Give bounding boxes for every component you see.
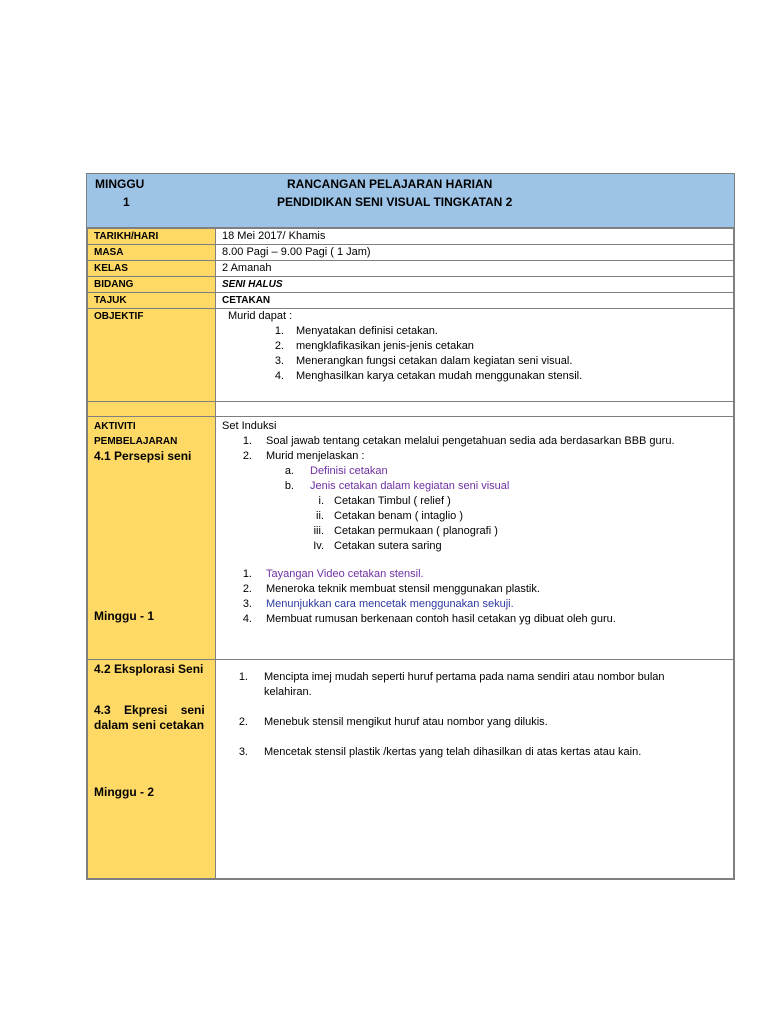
aktiviti-label-cell — [88, 417, 216, 660]
title-line-2: PENDIDIKAN SENI VISUAL TINGKATAN 2 — [277, 195, 513, 209]
step-item-number: 1. — [242, 568, 252, 580]
roman-item-text: Cetakan benam ( intaglio ) — [334, 510, 464, 522]
step-item-number: 2. — [242, 583, 252, 595]
eksplorasi-item-text: Mencetak stensil plastik /kertas yang telah dihasilkan di atas kertas atau kain. — [264, 746, 642, 758]
spacer-label — [88, 402, 216, 417]
step-item — [222, 597, 727, 612]
title-line-1: RANCANGAN PELAJARAN HARIAN — [287, 177, 493, 191]
roman-item-number: ii. — [316, 510, 324, 522]
objektif-item — [222, 369, 727, 384]
objektif-item-number: 3. — [274, 355, 284, 367]
steps-list — [222, 567, 727, 627]
tarikh-value: 18 Mei 2017/ Khamis — [216, 229, 734, 245]
minggu-2-label: Minggu - 2 — [94, 785, 154, 799]
kelas-label: KELAS — [88, 261, 216, 277]
eksplorasi-item-number: 3. — [238, 746, 248, 758]
roman-item-text: Cetakan Timbul ( relief ) — [334, 495, 451, 507]
bidang-value: SENI HALUS — [216, 277, 734, 293]
sub-item-number: a. — [284, 465, 294, 477]
step-item-text: Membuat rumusan berkenaan contoh hasil cetakan yg dibuat oleh guru. — [266, 613, 616, 625]
objektif-item-text: Menyatakan definisi cetakan. — [296, 325, 438, 337]
lesson-plan-document — [86, 173, 735, 880]
aktiviti-label: AKTIVITI — [94, 421, 136, 432]
objektif-intro: Murid dapat : — [228, 310, 293, 322]
header-band — [87, 174, 734, 228]
roman-item-text: Cetakan permukaan ( planografi ) — [334, 525, 498, 537]
masa-label: MASA — [88, 245, 216, 261]
eksplorasi-cell — [216, 660, 734, 879]
objektif-list — [222, 324, 727, 384]
objektif-item-text: Menghasilkan karya cetakan mudah menggunakan stensil. — [296, 370, 583, 382]
objektif-label: OBJEKTIF — [88, 309, 216, 402]
roman-item-number: iii. — [313, 525, 324, 537]
sub-item-text: Definisi cetakan — [310, 465, 388, 477]
spacer-cell — [216, 402, 734, 417]
objektif-item-number: 1. — [274, 325, 284, 337]
step-item — [222, 582, 727, 597]
minggu-label: MINGGU — [95, 177, 145, 191]
aktiviti-cell — [216, 417, 734, 660]
eksplorasi-item — [222, 745, 727, 760]
minggu-1-label: Minggu - 1 — [94, 609, 154, 623]
induksi-item — [222, 434, 727, 449]
eksplorasi-label-cell — [88, 660, 216, 879]
plan-table — [87, 228, 734, 879]
roman-list — [222, 494, 727, 554]
eksplorasi-item-number: 2. — [238, 716, 248, 728]
induksi-item-text: Murid menjelaskan : — [266, 450, 365, 462]
pembelajaran-label: PEMBELAJARAN — [94, 436, 178, 447]
roman-item-number: i. — [318, 495, 324, 507]
eksplorasi-item — [222, 715, 727, 730]
sub-list — [222, 464, 727, 494]
tajuk-label: TAJUK — [88, 293, 216, 309]
step-item-number: 4. — [242, 613, 252, 625]
objektif-item — [222, 354, 727, 369]
step-item-number: 3. — [242, 598, 252, 610]
roman-item — [222, 524, 727, 539]
step-item-text: Tayangan Video cetakan stensil. — [266, 568, 424, 580]
induksi-item-number: 2. — [242, 450, 252, 462]
persepsi-label: 4.1 Persepsi seni — [94, 449, 192, 463]
step-item-text: Meneroka teknik membuat stensil menggunakan plastik. — [266, 583, 540, 595]
eksplorasi-item-text: Mencipta imej mudah seperti huruf pertama pada nama sendiri atau nombor bulan — [264, 671, 665, 683]
ekspresi-label-a: 4.3 Ekpresi seni — [94, 703, 205, 717]
roman-item — [222, 494, 727, 509]
induksi-list — [222, 434, 727, 464]
roman-item — [222, 539, 727, 554]
objektif-item — [222, 324, 727, 339]
tarikh-label: TARIKH/HARI — [88, 229, 216, 245]
minggu-value: 1 — [123, 195, 130, 209]
tajuk-value: CETAKAN — [216, 293, 734, 309]
eksplorasi-list — [222, 670, 727, 760]
step-item-text: Menunjukkan cara mencetak menggunakan sekuji. — [266, 598, 514, 610]
objektif-item-number: 4. — [274, 370, 284, 382]
roman-item-text: Cetakan sutera saring — [334, 540, 442, 552]
ekspresi-label-b: dalam seni cetakan — [94, 718, 205, 732]
kelas-value: 2 Amanah — [216, 261, 734, 277]
masa-value: 8.00 Pagi – 9.00 Pagi ( 1 Jam) — [216, 245, 734, 261]
objektif-item-number: 2. — [274, 340, 284, 352]
step-item — [222, 567, 727, 582]
induksi-item-text: Soal jawab tentang cetakan melalui pengetahuan sedia ada berdasarkan BBB guru. — [266, 435, 675, 447]
eksplorasi-item — [222, 670, 727, 700]
bidang-label: BIDANG — [88, 277, 216, 293]
step-item — [222, 612, 727, 627]
roman-item — [222, 509, 727, 524]
induksi-item — [222, 449, 727, 464]
objektif-item — [222, 339, 727, 354]
eksplorasi-item-text: Menebuk stensil mengikut huruf atau nombor yang dilukis. — [264, 716, 548, 728]
sub-item — [222, 479, 727, 494]
objektif-item-text: mengklafikasikan jenis-jenis cetakan — [296, 340, 474, 352]
objektif-cell — [216, 309, 734, 402]
sub-item-text: Jenis cetakan dalam kegiatan seni visual — [310, 480, 510, 492]
eksplorasi-label: 4.2 Eksplorasi Seni — [94, 662, 204, 676]
eksplorasi-item-text-cont: kelahiran. — [264, 686, 312, 698]
induksi-item-number: 1. — [242, 435, 252, 447]
set-induksi: Set Induksi — [222, 420, 277, 432]
sub-item — [222, 464, 727, 479]
objektif-item-text: Menerangkan fungsi cetakan dalam kegiatan seni visual. — [296, 355, 573, 367]
roman-item-number: Iv. — [313, 540, 324, 552]
eksplorasi-item-number: 1. — [238, 671, 248, 683]
sub-item-number: b. — [284, 480, 294, 492]
